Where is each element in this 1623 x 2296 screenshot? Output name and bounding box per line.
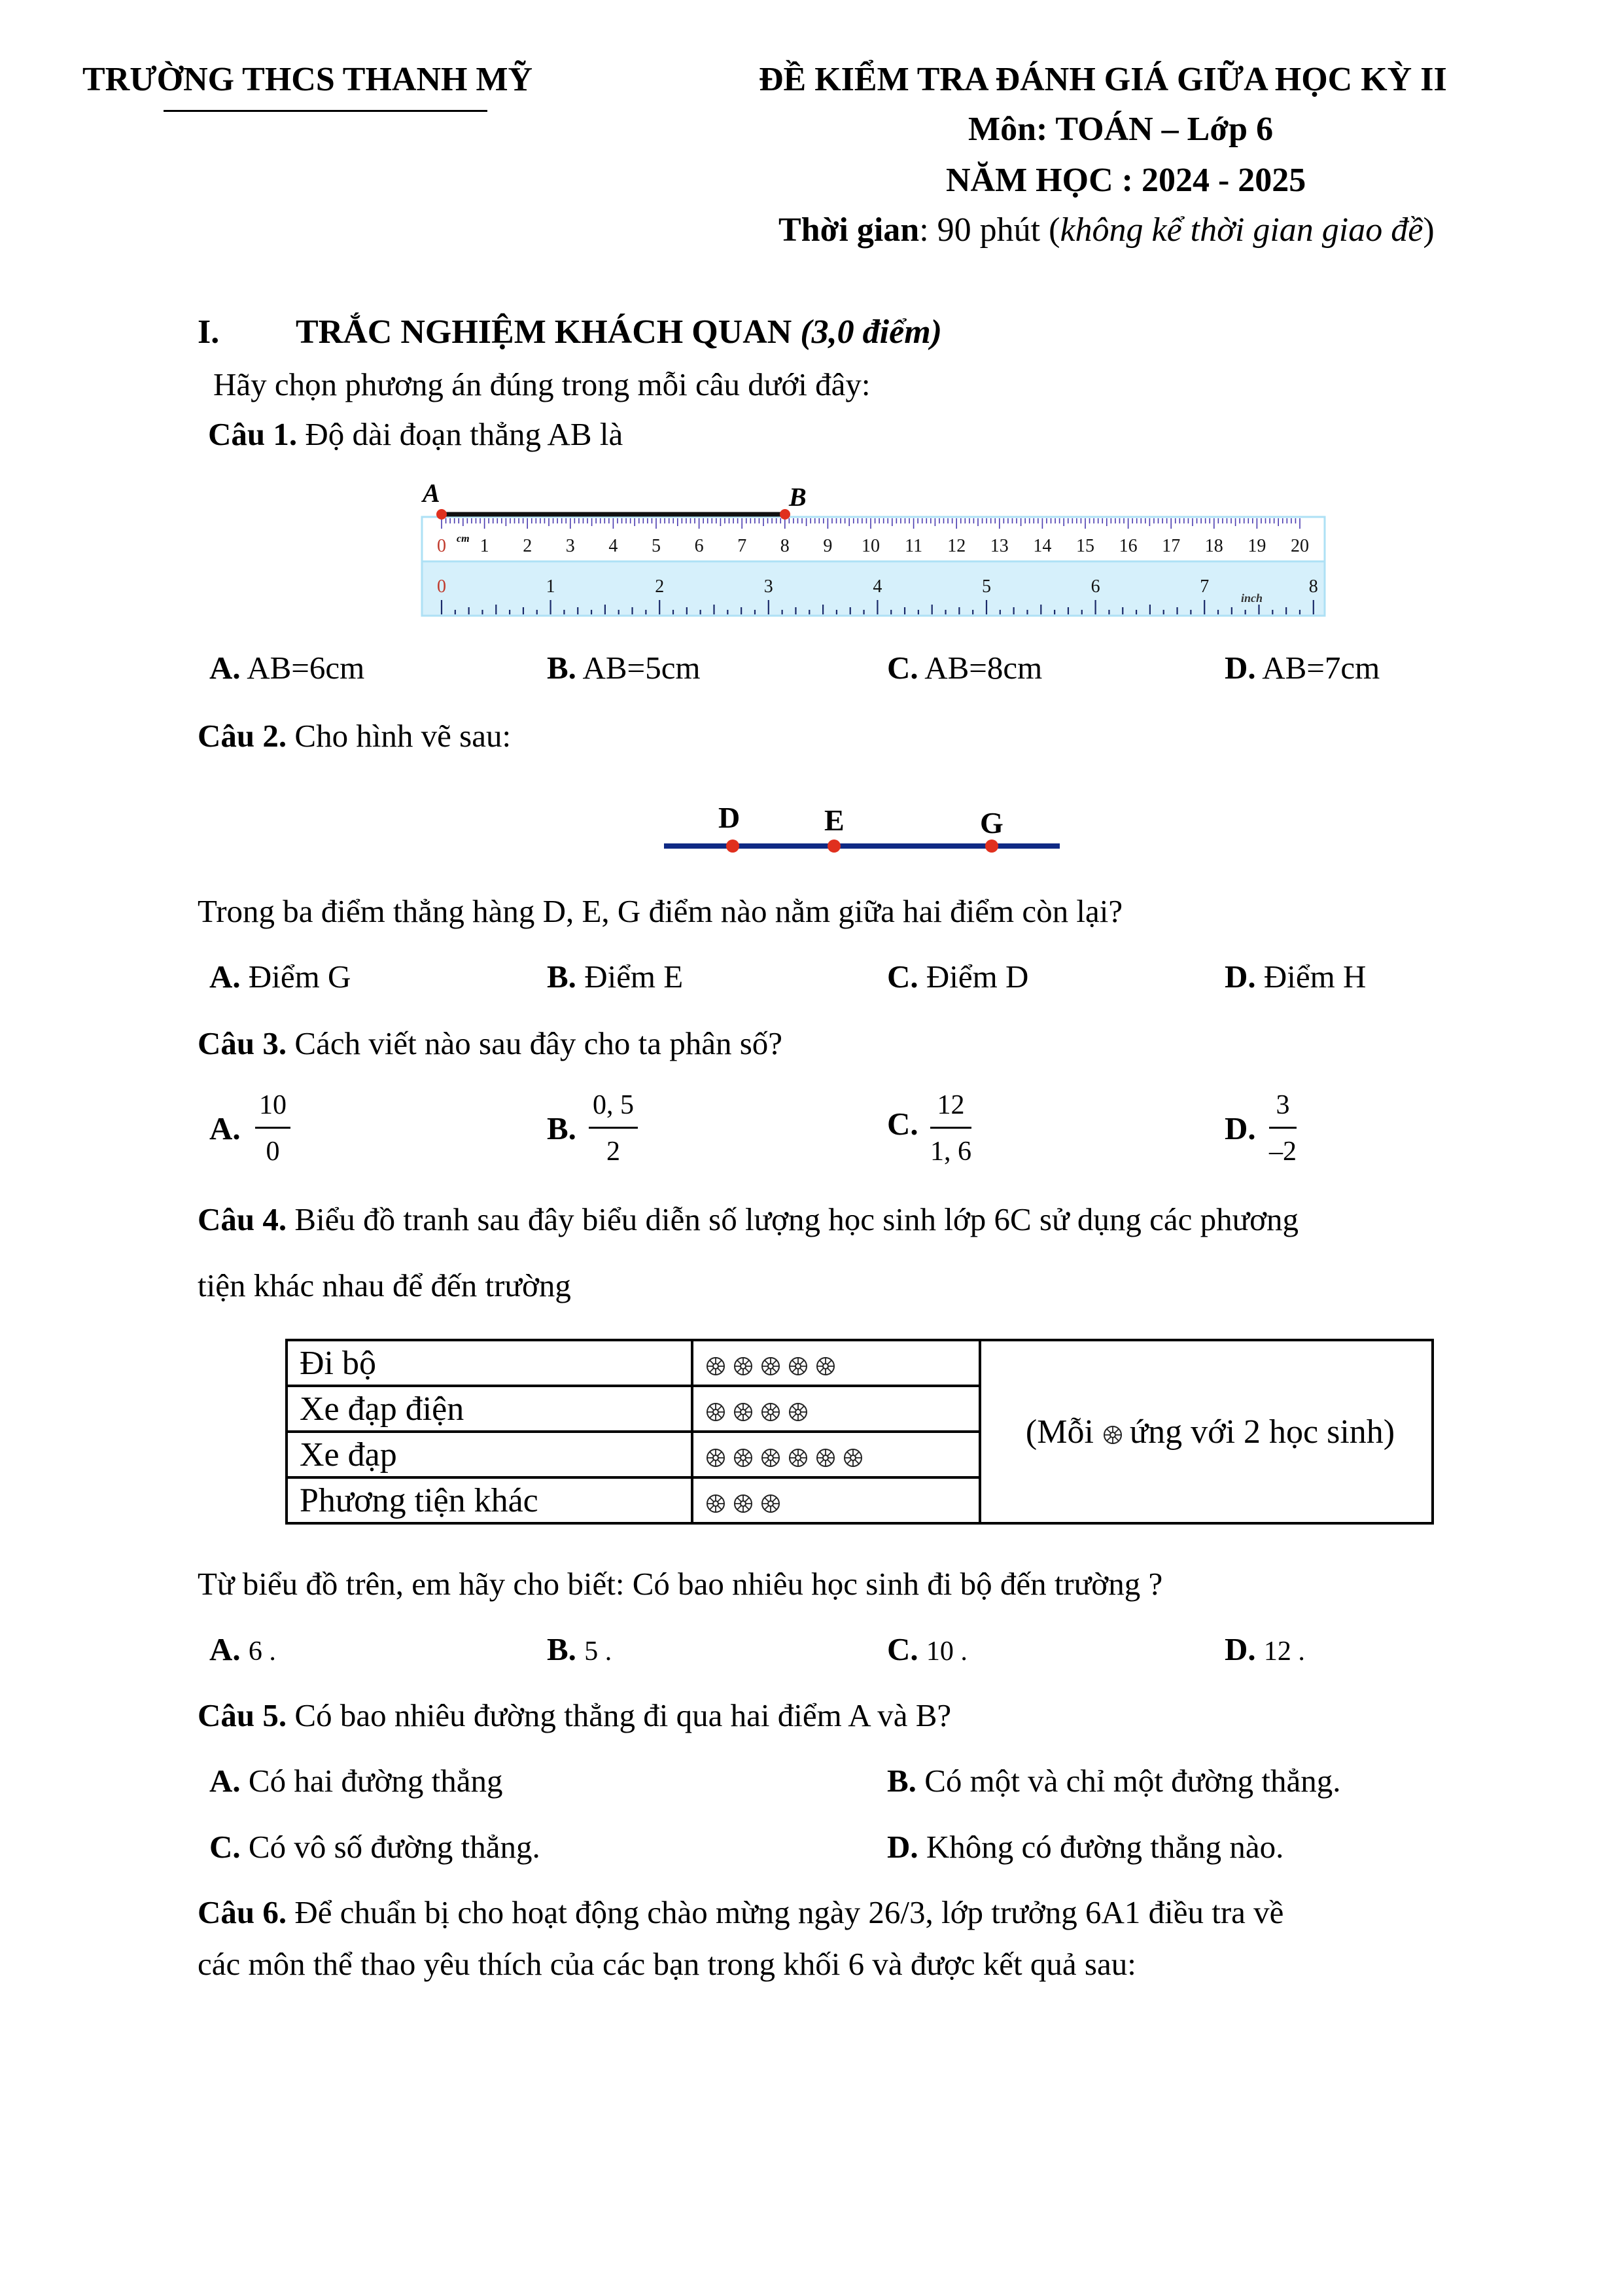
ruler-cm-number: 7 [737, 536, 747, 556]
pictogram-row-icons [692, 1432, 980, 1477]
q3-option-a-num: 10 [255, 1091, 290, 1129]
pictogram-icon [760, 1493, 781, 1514]
pictogram-icon [705, 1356, 726, 1377]
q6-text-line1 [198, 1894, 1283, 1931]
pictogram-icon [705, 1493, 726, 1514]
q2-option-c [887, 959, 1028, 995]
q1-option-d-letter: D. [1225, 650, 1256, 686]
ruler-cm-number: 14 [1033, 536, 1052, 556]
q3-option-c-den: 1, 6 [930, 1137, 971, 1167]
ruler-inch-number: 4 [873, 576, 882, 597]
pictogram-legend [980, 1340, 1433, 1523]
q5-question: Có bao nhiêu đường thẳng đi qua hai điểm A và B? [294, 1697, 952, 1733]
ruler-cm-number: 0 [437, 536, 446, 556]
school-underline [164, 110, 487, 112]
q4-question-line: Từ biểu đồ trên, em hãy cho biết: Có bao nhiêu học sinh đi bộ đến trường ? [198, 1566, 1163, 1602]
q4-option-c [887, 1631, 968, 1668]
pictogram-row-label: Xe đạp điện [287, 1386, 692, 1432]
q3-option-a-fraction [255, 1091, 290, 1165]
point-a-label: A [423, 478, 440, 508]
q4-question-line1: Biểu đồ tranh sau đây biểu diễn số lượng học sinh lớp 6C sử dụng các phương [294, 1201, 1299, 1237]
q1-option-a-letter: A. [209, 650, 241, 686]
ruler-cm-number: 19 [1248, 536, 1266, 556]
subject: Môn: TOÁN – Lớp 6 [968, 111, 1274, 148]
q1-option-c-text: AB=8cm [924, 650, 1043, 686]
ruler-inch-number: 2 [655, 576, 665, 597]
ruler-cm-number: 11 [905, 536, 923, 556]
q4-text-line2: tiện khác nhau để đến trường [198, 1267, 571, 1303]
q4-option-d-letter: D. [1225, 1631, 1256, 1667]
point-e-label: E [824, 804, 845, 837]
point-e-dot [828, 839, 841, 853]
q1-option-b-text: AB=5cm [582, 650, 701, 686]
q1-option-d [1225, 650, 1380, 686]
q2-option-a-text: Điểm G [248, 959, 351, 995]
legend-pre: (Mỗi [1025, 1413, 1094, 1451]
section-number: I. [198, 313, 220, 351]
time-close: ) [1423, 211, 1435, 249]
ruler-figure [419, 474, 1328, 628]
pictogram-icon [760, 1356, 781, 1377]
pictogram-row-icons [692, 1340, 980, 1386]
pictogram-row-label: Đi bộ [287, 1340, 692, 1386]
q4-option-c-text: 10 . [926, 1636, 968, 1667]
ruler-cm-number: 3 [565, 536, 575, 556]
ruler-inch-number: 7 [1200, 576, 1210, 597]
q4-option-a-letter: A. [209, 1631, 241, 1667]
q4-option-a-text: 6 . [248, 1636, 276, 1667]
q5-option-b-text: Có một và chỉ một đường thẳng. [924, 1763, 1341, 1799]
q1-label: Câu 1. [208, 416, 298, 452]
q3-option-b-num: 0, 5 [589, 1091, 638, 1129]
q5-text [198, 1697, 951, 1734]
q1-option-c [887, 650, 1042, 686]
q1-question: Độ dài đoạn thẳng AB là [305, 416, 623, 452]
q1-option-c-letter: C. [887, 650, 918, 686]
ruler-cm-number: 15 [1076, 536, 1094, 556]
ruler-cm-number: 20 [1291, 536, 1309, 556]
ruler-inch-number: 6 [1091, 576, 1100, 597]
q2-question: Cho hình vẽ sau: [294, 718, 512, 754]
ruler-inch-unit: inch [1241, 592, 1263, 605]
ruler-inch-number: 3 [763, 576, 773, 597]
q1-option-b [547, 650, 701, 686]
ruler-cm-number: 5 [652, 536, 661, 556]
section-title-text: TRẮC NGHIỆM KHÁCH QUAN [296, 313, 792, 351]
q2-option-a [209, 959, 351, 995]
q3-option-d-letter: D. [1225, 1110, 1256, 1146]
pictogram-icon [788, 1402, 809, 1422]
pictogram-icon [733, 1356, 754, 1377]
q3-text [198, 1025, 782, 1062]
pictogram-row-icons [692, 1477, 980, 1523]
q3-option-b-fraction [589, 1091, 638, 1165]
q1-option-d-text: AB=7cm [1262, 650, 1380, 686]
q5-label: Câu 5. [198, 1697, 287, 1733]
pictogram-icon [733, 1447, 754, 1468]
q3-question: Cách viết nào sau đây cho ta phân số? [294, 1025, 783, 1061]
ruler-cm-number: 18 [1204, 536, 1223, 556]
school-year: NĂM HỌC : 2024 - 2025 [946, 162, 1306, 199]
q4-option-b-letter: B. [547, 1631, 576, 1667]
ruler-cm-number: 4 [608, 536, 618, 556]
q2-text [198, 718, 511, 754]
section-points: (3,0 điểm) [800, 313, 942, 351]
q2-option-c-letter: C. [887, 959, 918, 995]
ruler-inch-number: 5 [982, 576, 991, 597]
q3-option-a-den: 0 [266, 1137, 280, 1167]
q2-option-d [1225, 959, 1366, 995]
q6-label: Câu 6. [198, 1894, 287, 1930]
point-g-dot [985, 839, 998, 853]
q5-option-c [209, 1829, 540, 1865]
time-value: : 90 phút ( [919, 211, 1060, 249]
q3-option-d-fraction [1269, 1091, 1297, 1165]
time-note: không kể thời gian giao đề [1060, 211, 1423, 249]
pictogram-icon [760, 1402, 781, 1422]
pictogram-row-icons [692, 1386, 980, 1432]
pictogram-icon [705, 1402, 726, 1422]
ruler-inch-number: 0 [437, 576, 446, 597]
q5-option-c-text: Có vô số đường thẳng. [248, 1829, 540, 1865]
q6-question-line1: Để chuẩn bị cho hoạt động chào mừng ngày 26/3, lớp trưởng 6A1 điều tra về [294, 1894, 1284, 1930]
q5-option-a-letter: A. [209, 1763, 241, 1799]
q5-option-c-letter: C. [209, 1829, 241, 1865]
point-a-dot [436, 509, 447, 520]
q1-option-a [209, 650, 364, 686]
ruler-cm-number: 12 [947, 536, 966, 556]
q4-option-b [547, 1631, 612, 1668]
q2-option-c-text: Điểm D [926, 959, 1029, 995]
ruler-inch-number: 8 [1308, 576, 1318, 597]
q2-label: Câu 2. [198, 718, 287, 754]
q5-option-d [887, 1829, 1283, 1865]
pictogram-row-label: Xe đạp [287, 1432, 692, 1477]
q1-text [208, 416, 623, 453]
q3-option-c-num: 12 [930, 1091, 971, 1129]
point-d-label: D [718, 801, 741, 834]
ruler-cm-number: 17 [1162, 536, 1181, 556]
ruler-cm-number: 9 [823, 536, 833, 556]
point-g-label: G [980, 806, 1003, 839]
q3-option-c-fraction [930, 1091, 971, 1165]
q2-option-b [547, 959, 683, 995]
pictogram-icon [705, 1447, 726, 1468]
point-d-dot [726, 839, 739, 853]
q2-question-line: Trong ba điểm thẳng hàng D, E, G điểm nào nằm giữa hai điểm còn lại? [198, 893, 1123, 929]
point-b-label: B [789, 482, 807, 512]
pictogram-icon [815, 1447, 836, 1468]
q3-option-d-num: 3 [1269, 1091, 1297, 1129]
q4-option-b-text: 5 . [584, 1636, 612, 1667]
q3-option-b-letter: B. [547, 1110, 576, 1146]
ruler-cm-number: 6 [694, 536, 704, 556]
q6-text-line2: các môn thể thao yêu thích của các bạn trong khối 6 và được kết quả sau: [198, 1946, 1136, 1982]
exam-title: ĐỀ KIỂM TRA ĐÁNH GIÁ GIỮA HỌC KỲ II [759, 61, 1447, 98]
ruler-cm-number: 8 [780, 536, 790, 556]
time-label: Thời gian [778, 211, 920, 249]
ruler-inch-number: 1 [546, 576, 555, 597]
ruler-cm-unit: cm [457, 533, 470, 544]
q4-text-line1 [198, 1201, 1299, 1238]
pictogram-icon [733, 1493, 754, 1514]
q5-option-d-letter: D. [887, 1829, 918, 1865]
ruler-cm-number: 1 [480, 536, 489, 556]
q2-option-b-letter: B. [547, 959, 576, 995]
q3-label: Câu 3. [198, 1025, 287, 1061]
pictogram-icon [843, 1447, 864, 1468]
q5-option-a-text: Có hai đường thẳng [248, 1763, 503, 1799]
q3-option-c-letter: C. [887, 1106, 918, 1142]
q4-option-d-text: 12 . [1263, 1636, 1305, 1667]
pictogram-icon [1102, 1424, 1123, 1445]
school-name: TRƯỜNG THCS THANH MỸ [82, 61, 533, 98]
q5-option-a [209, 1763, 503, 1799]
time-line [778, 211, 1435, 250]
ruler-cm-number: 2 [523, 536, 532, 556]
pictogram-row [287, 1340, 1433, 1386]
q3-option-d-den: –2 [1269, 1137, 1297, 1167]
q4-option-c-letter: C. [887, 1631, 918, 1667]
q2-option-b-text: Điểm E [584, 959, 684, 995]
pictogram-icon [815, 1356, 836, 1377]
pictogram-table [285, 1339, 1434, 1525]
q2-option-a-letter: A. [209, 959, 241, 995]
pictogram-icon [760, 1447, 781, 1468]
q4-option-d [1225, 1631, 1305, 1668]
pictogram-body [287, 1340, 1433, 1523]
q5-option-b [887, 1763, 1341, 1799]
pictogram-icon [788, 1356, 809, 1377]
q4-label: Câu 4. [198, 1201, 287, 1237]
legend-post: ứng với 2 học sinh) [1129, 1413, 1395, 1451]
section-instruction: Hãy chọn phương án đúng trong mỗi câu dưới đây: [213, 366, 871, 402]
q4-option-a [209, 1631, 276, 1668]
q2-option-d-letter: D. [1225, 959, 1256, 995]
pictogram-row-label: Phương tiện khác [287, 1477, 692, 1523]
q1-option-b-letter: B. [547, 650, 576, 686]
q2-option-d-text: Điểm H [1263, 959, 1367, 995]
q3-option-a-letter: A. [209, 1110, 241, 1146]
q1-option-a-text: AB=6cm [247, 650, 365, 686]
line-deg-figure [661, 795, 1066, 867]
ruler-cm-number: 16 [1119, 536, 1138, 556]
pictogram-icon [733, 1402, 754, 1422]
ruler-cm-number: 10 [862, 536, 880, 556]
ruler-cm-number: 13 [990, 536, 1009, 556]
q3-option-b-den: 2 [606, 1137, 620, 1167]
q5-option-b-letter: B. [887, 1763, 916, 1799]
pictogram-icon [788, 1447, 809, 1468]
section-title [296, 313, 942, 352]
q5-option-d-text: Không có đường thẳng nào. [926, 1829, 1284, 1865]
